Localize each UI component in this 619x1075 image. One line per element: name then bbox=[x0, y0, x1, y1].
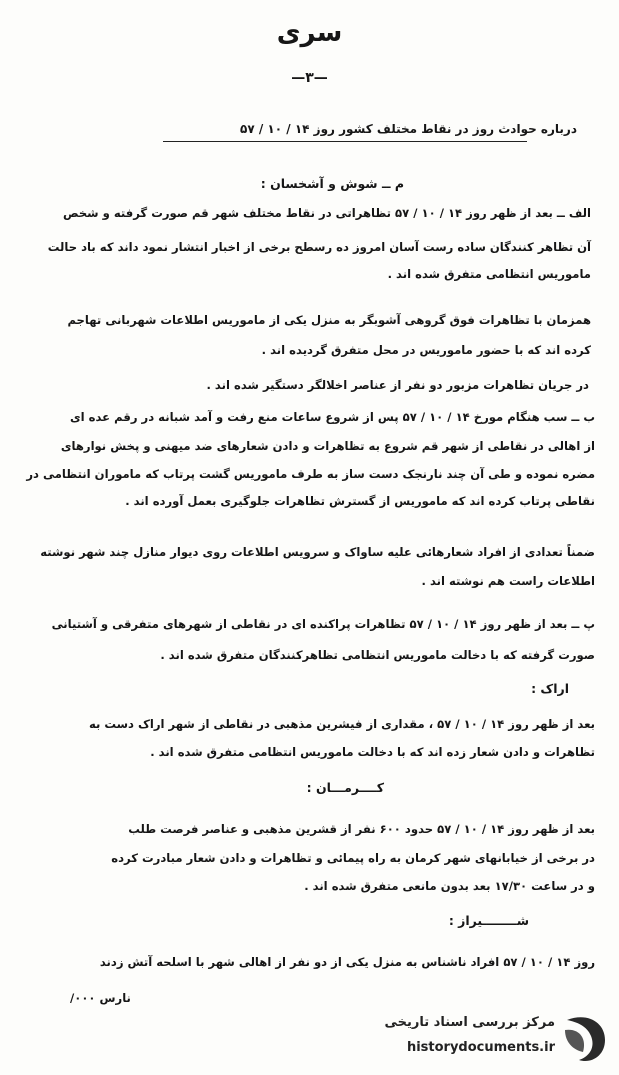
hamzaman-line: کرده اند که با حضور ماموریس در محل متفرق گردیده اند . bbox=[261, 343, 591, 357]
be-line: از اهالی در نقاطی از شهر قم شروع به تظاهرات و دادن شعارهای ضد میهنی و پخش نوارهای bbox=[60, 439, 595, 453]
document-subject: درباره حوادث روز در نقاط مختلف کشور روز ۱۴ / ۱۰ / ۵۷ bbox=[240, 122, 577, 136]
pe-line: صورت گرفته که با دخالت ماموریس انتظامی تظاهرکنندگان متفرق شده اند . bbox=[160, 648, 595, 662]
section-heading-city1: م ــ شوش و آشخسان : bbox=[260, 176, 404, 191]
section-heading-shiraz: شــــــــیراز : bbox=[448, 913, 529, 928]
kerman-line: و در ساعت ۱۷/۳۰ بعد بدون مانعی متفرق شده اند . bbox=[304, 879, 595, 893]
kerman-line: در برخی از خیابانهای شهر کرمان به راه پیمائی و تظاهرات و دادن شعار مبادرت کرده bbox=[111, 851, 595, 865]
alef-line: ماموریس انتظامی متفرق شده اند . bbox=[387, 267, 591, 281]
shiraz-line: روز ۱۴ / ۱۰ / ۵۷ افراد ناشناس به منزل یکی از دو نفر از اهالی شهر با اسلحه آتش زدند bbox=[99, 955, 595, 969]
page-number: —۳— bbox=[291, 70, 328, 86]
be-line: نقاطی پرتاب کرده اند که ماموریس از گسترش تظاهرات جلوگیری بعمل آورده اند . bbox=[125, 494, 595, 508]
subject-underline bbox=[163, 141, 527, 142]
zemnan-line: اطلاعات راست هم نوشته اند . bbox=[421, 574, 595, 588]
archive-logo-icon bbox=[561, 1010, 609, 1066]
be-line: مضره نموده و طی آن چند نارنجک دست ساز به طرف ماموریس گشت پرتاب که ماموران انتظامی در bbox=[26, 467, 595, 481]
pe-line: پ ــ بعد از ظهر روز ۱۴ / ۱۰ / ۵۷ تظاهرات پراکنده ای در نقاطی از شهرهای متفرقی و آشتیانی bbox=[51, 617, 595, 631]
classification-heading: سری bbox=[276, 18, 343, 48]
hamzaman-line: همزمان با تظاهرات فوق گروهی آشوبگر به منزل یکی از ماموریس اطلاعات شهربانی تهاجم bbox=[67, 313, 591, 327]
darjarayan-line: در جریان تظاهرات مزبور دو نفر از عناصر اخلالگر دستگیر شده اند . bbox=[206, 378, 589, 392]
arak-line: بعد از ظهر روز ۱۴ / ۱۰ / ۵۷ ، مقداری از فیشرین مذهبی در نقاطی از شهر اراک دست به bbox=[88, 717, 595, 731]
arak-line: تظاهرات و دادن شعار زده اند که با دخالت ماموریس انتظامی متفرق شده اند . bbox=[150, 745, 595, 759]
section-heading-arak: اراک : bbox=[531, 681, 569, 696]
section-heading-kerman: کــــرمـــان : bbox=[306, 780, 384, 795]
watermark-url: historydocuments.ir bbox=[406, 1040, 555, 1055]
watermark-title: مرکز بررسی اسناد تاریخی bbox=[384, 1015, 555, 1030]
kerman-line: بعد از ظهر روز ۱۴ / ۱۰ / ۵۷ حدود ۶۰۰ نفر از قشرین مذهبی و عناصر فرصت طلب bbox=[128, 822, 595, 836]
closing-mark: نارس ۰۰۰/ bbox=[70, 991, 131, 1005]
alef-line: الف ــ بعد از ظهر روز ۱۴ / ۱۰ / ۵۷ تظاهراتی در نقاط مختلف شهر قم صورت گرفته و شخص bbox=[63, 206, 591, 220]
zemnan-line: ضمناً تعدادی از افراد شعارهائی علیه ساواک و سرویس اطلاعات روی دیوار منازل چند شهر نوشته bbox=[40, 545, 595, 559]
alef-line: آن تظاهر کنندگان ساده رست آسان امروز ده رسطح برخی از اخبار انتشار نمود داند که باد حالت bbox=[47, 240, 591, 254]
be-line: ب ــ سب هنگام مورخ ۱۴ / ۱۰ / ۵۷ پس از شروع ساعات منع رفت و آمد شبانه در رقم عده ای bbox=[70, 410, 595, 424]
